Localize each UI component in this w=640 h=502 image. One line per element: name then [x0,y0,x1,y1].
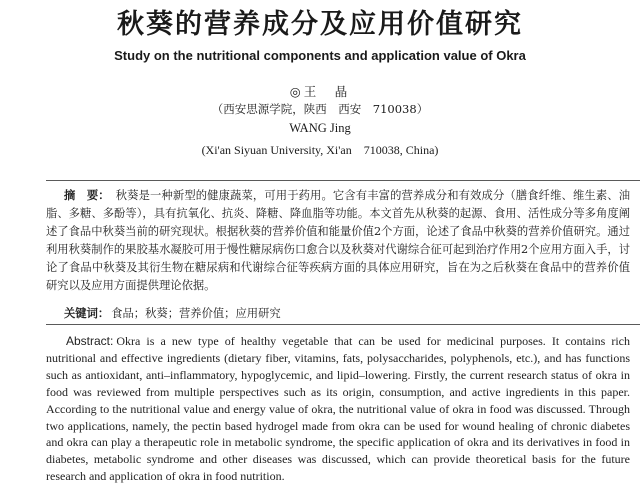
affiliation-chinese: （西安思源学院，陕西 西安 710038） [211,102,429,116]
abstract-english [46,333,630,485]
keywords-chinese-label: 关键词： [64,307,110,320]
abstract-chinese-text: 秋葵是一种新型的健康蔬菜，可用于药用。它含有丰富的营养成分和有效成分（膳食纤维、维生素、油脂、多糖、多酚等），具有抗氧化、抗炎、降糖、降血脂等功能。本文首先从秋葵的起源、食用、活性成分等多角度阐述了食品中秋葵当前的研究现状。根据秋葵的营养价值和能量价值2个方面，论述了食品中秋葵的营养价值研究。通过利用秋葵制作的果胶基水凝胶可用于慢性糖尿病伤口愈合以及秋葵对代谢综合征可起到治疗作用2个应用方面入手，讨论了食品中秋葵及其衍生物在糖尿病和代谢综合征等疾病方面的具体应用研究，旨在为之后秋葵在食品中的营养价值研究以及应用方面提供理论依据。 [46,189,630,293]
abstract-top-divider [46,180,640,181]
keywords-chinese [64,305,630,321]
affiliation-english: (Xi'an Siyuan University, Xi'an 710038, China) [201,143,439,157]
paper-title-english: Study on the nutritional components and application value of Okra [114,48,526,63]
abstract-bottom-divider [46,324,640,325]
author-name-english: WANG Jing [289,121,351,135]
abstract-english-text: Okra is a new type of healthy vegetable that can be used for medicinal purposes. It contains rich nutritional and effective ingredients (dietary fiber, vitamins, fats, polysaccharides, polyphenols, etc.), and has functions such as antioxidant, anti–inflammatory, hypoglycemic, and lipid–lowering. Firstly, the current research status of okra in food was reviewed from multiple perspectives such as its origin, consumption, and active ingredients in this paper. According to the nutritional value and energy value of okra, the nutritional value of okra in food was discussed. Through two applications, namely, the pectin based hydrogel made from okra can be used for wound healing of chronic diabetes and okra can play a therapeutic role in metabolic syndrome, the specific application of okra and its derivatives in food in diabetes, metabolic syndrome and other diseases was discussed, which can provide theoretical basis for the future research and application of okra in food nutrition. [46,334,630,484]
abstract-chinese [46,187,630,296]
keywords-chinese-text: 食品；秋葵；营养价值；应用研究 [111,307,281,320]
abstract-english-label: Abstract: [66,334,114,348]
paper-title-chinese: 秋葵的营养成分及应用价值研究 [117,9,523,40]
author-name-chinese: ◎王 晶 [289,84,351,99]
abstract-chinese-label: 摘 要： [64,189,110,202]
